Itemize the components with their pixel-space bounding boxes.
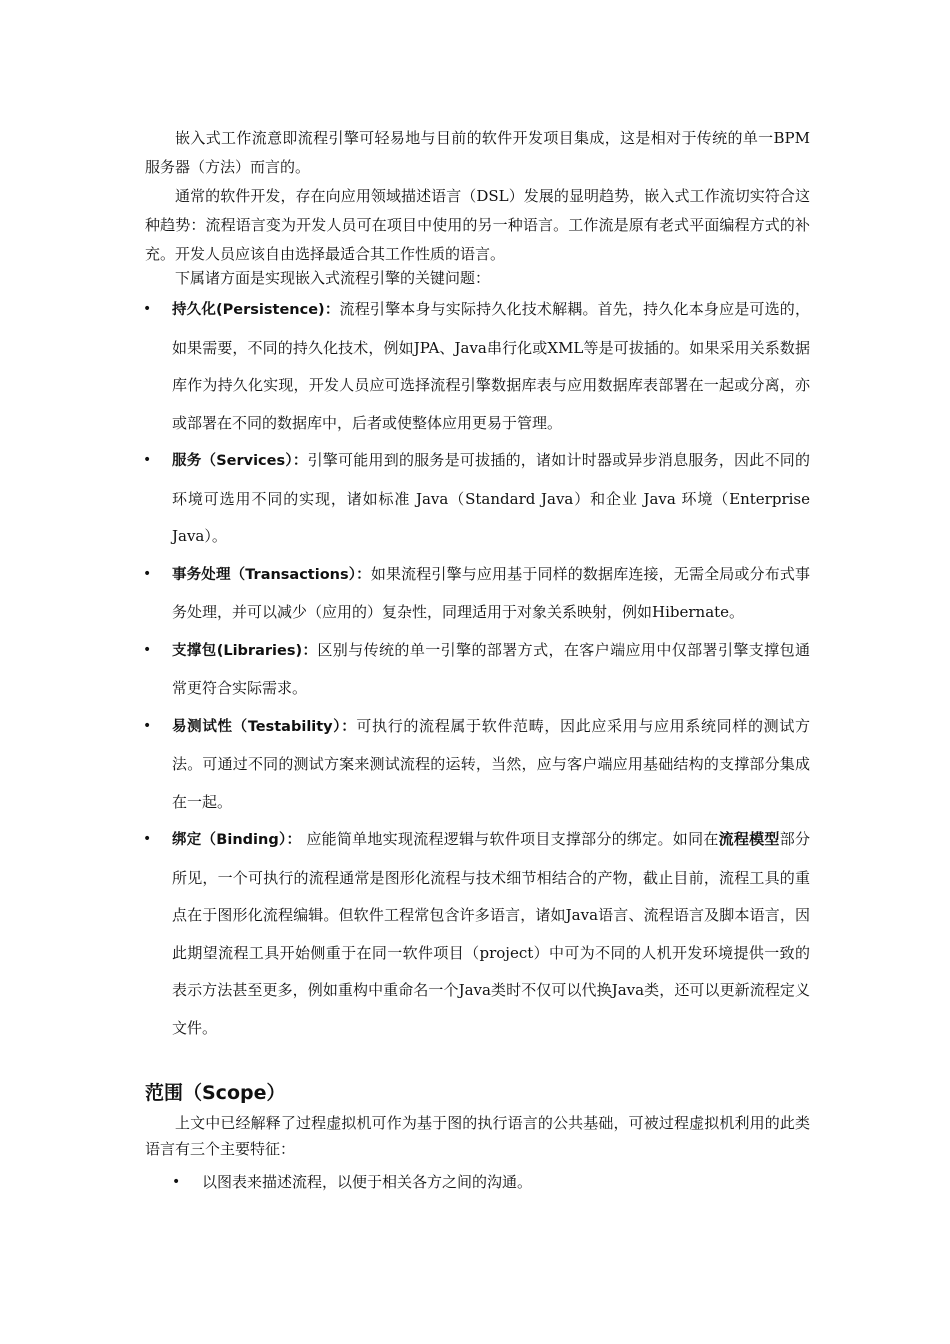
intro-paragraph-2: 通常的软件开发，存在向应用领域描述语言（DSL）发展的显明趋势，嵌入式工作流切实符合这种趋势：流程语言变为开发人员可在项目中使用的另一种语言。工作流是原有老式平面编程方式的补充。开发人员应该自由选择最适合其工作性质的语言。 (145, 187, 810, 263)
section-heading-scope: 范围（Scope） (145, 1082, 286, 1104)
list-item-libraries (0, 632, 950, 708)
bullet-icon: • (143, 565, 152, 582)
list-item-description: 引擎可能用到的服务是可拔插的，诸如计时器或异步消息服务，因此不同的环境可选用不同的实现，诸如标准 Java（Standard Java）和企业 Java 环境（Enterprise Java）。 (172, 451, 810, 545)
list-item-term: 持久化(Persistence)： (172, 302, 340, 318)
list-item-persistence (0, 291, 950, 442)
key-issues-list (0, 291, 950, 1047)
list-item-term: 绑定（Binding）： (172, 832, 302, 848)
list-item-binding (0, 821, 950, 1047)
list-item-description-continued: 部分所见，一个可执行的流程通常是图形化流程与技术细节相结合的产物，截止目前，流程工具的重点在于图形化流程编辑。但软件工程常包含许多语言，诸如Java语言、流程语言及脚本语言，因此期望流程工具开始侧重于在同一软件项目（project）中可为不同的人机开发环境提供一致的表示方法甚至更多，例如重构中重命名一个Java类时不仅可以代换Java类，还可以更新流程定义文件。 (172, 830, 810, 1037)
bullet-icon: • (143, 452, 152, 468)
bullet-icon: • (143, 831, 152, 847)
bullet-icon: • (172, 1174, 181, 1190)
intro-paragraph-1: 嵌入式工作流意即流程引擎可轻易地与目前的软件开发项目集成，这是相对于传统的单一BPM服务器（方法）而言的。 (145, 129, 810, 176)
list-item-text (172, 291, 810, 442)
list-item-description: 区别与传统的单一引擎的部署方式，在客户端应用中仅部署引擎支撑包通常更符合实际需求。 (172, 640, 810, 697)
bullet-icon: • (143, 301, 152, 317)
bullet-icon: • (143, 717, 152, 734)
scope-list-item (0, 1165, 950, 1199)
list-item-description: 可执行的流程属于软件范畴，因此应采用与应用系统同样的测试方法。可通过不同的测试方案来测试流程的运转，当然，应与客户端应用基础结构的支撑部分集成在一起。 (172, 716, 810, 811)
list-item-description: 应能简单地实现流程逻辑与软件项目支撑部分的绑定。如同在 (301, 830, 719, 848)
scope-paragraph: 上文中已经解释了过程虚拟机可作为基于图的执行语言的公共基础，可被过程虚拟机利用的此类语言有三个主要特征： (145, 1114, 810, 1158)
list-item-text (172, 556, 810, 632)
list-item-description: 流程引擎本身与实际持久化技术解耦。首先，持久化本身应是可选的，如果需要，不同的持久化技术，例如JPA、Java串行化或XML等是可拔插的。如果采用关系数据库作为持久化实现，开发人员应可选择流程引擎数据库表与应用数据库表部署在一起或分离，亦或部署在不同的数据库中，后者或使整体应用更易于管理。 (172, 300, 810, 432)
process-model-reference: 流程模型 (718, 830, 780, 848)
list-item-term: 服务（Services）： (172, 453, 308, 469)
list-item-term: 支撑包(Libraries)： (172, 642, 318, 659)
list-item-text (172, 442, 810, 556)
list-item-description: 如果流程引擎与应用基于同样的数据库连接，无需全局或分布式事务处理，并可以减少（应用的）复杂性，同理适用于对象关系映射，例如Hibernate。 (172, 564, 810, 621)
list-item-testability (0, 708, 950, 822)
list-item-term: 易测试性（Testability）： (172, 718, 357, 735)
list-item-text (172, 708, 810, 822)
intro-paragraph-3: 下属诸方面是实现嵌入式流程引擎的关键问题： (175, 269, 491, 287)
list-item-services (0, 442, 950, 556)
list-item-transactions (0, 556, 950, 632)
scope-list-item-text: 以图表来描述流程，以便于相关各方之间的沟通。 (202, 1173, 533, 1191)
list-item-term: 事务处理（Transactions）： (172, 566, 371, 583)
list-item-text (172, 632, 810, 708)
bullet-icon: • (143, 641, 152, 658)
list-item-text (172, 821, 810, 1047)
